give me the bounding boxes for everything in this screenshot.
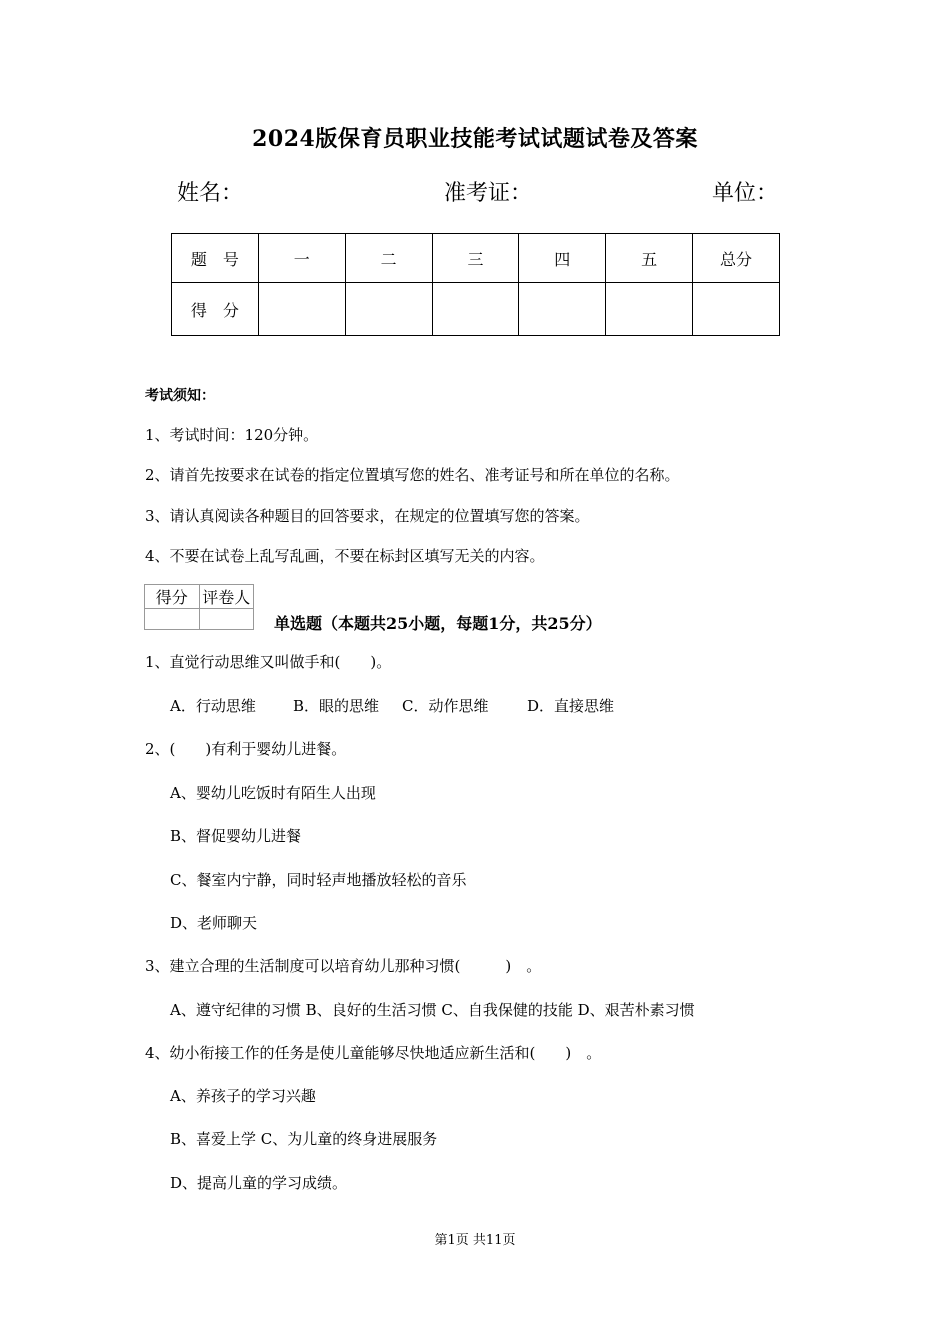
answer-option[interactable]: D、提高儿童的学习成绩。 [170,1174,348,1192]
question-stem: 3、建立合理的生活制度可以培育幼儿那种习惯( ) 。 [145,957,542,975]
score-cell[interactable] [345,283,432,336]
exam-number-label: 准考证： [444,181,533,206]
page-footer: 第1页 共11页 [434,1233,516,1248]
score-table-header-cell: 四 [519,234,606,283]
question-stem: 4、幼小衔接工作的任务是使儿童能够尽快地适应新生活和( ) 。 [145,1044,602,1062]
notice-item: 2、请首先按要求在试卷的指定位置填写您的姓名、准考证号和所在单位的名称。 [145,466,680,484]
grader-score-label: 得分 [145,585,200,609]
notice-item: 1、考试时间：120分钟。 [145,426,319,444]
notice-item: 4、不要在试卷上乱写乱画，不要在标封区填写无关的内容。 [145,547,545,565]
answer-option[interactable]: A、养孩子的学习兴趣 [170,1087,316,1105]
score-cell[interactable] [519,283,606,336]
score-table-header-cell: 题 号 [172,234,259,283]
score-row-label: 得 分 [172,283,259,336]
answer-option[interactable]: C、餐室内宁静，同时轻声地播放轻松的音乐 [170,871,467,889]
question-stem: 1、直觉行动思维又叫做手和( )。 [145,653,392,671]
answer-option[interactable]: B、督促婴幼儿进餐 [170,827,302,845]
answer-option[interactable]: B．眼的思维 [293,697,380,715]
notice-heading: 考试须知： [145,388,215,404]
name-label: 姓名： [177,181,244,206]
unit-label: 单位： [712,181,779,206]
score-table-header-cell: 总分 [693,234,780,283]
grader-name-label: 评卷人 [199,585,254,609]
score-cell[interactable] [693,283,780,336]
grader-name-cell[interactable] [199,609,254,630]
score-table-header-cell: 一 [258,234,345,283]
grader-box [144,584,254,630]
document-title: 2024版保育员职业技能考试试题试卷及答案 [252,126,698,152]
score-table-header-cell: 五 [606,234,693,283]
answer-option[interactable]: D．直接思维 [527,697,615,715]
score-cell[interactable] [258,283,345,336]
score-table-header-cell: 二 [345,234,432,283]
answer-option[interactable]: C．动作思维 [402,697,489,715]
answer-option[interactable]: D、老师聊天 [170,914,258,932]
answer-option[interactable]: A、遵守纪律的习惯 B、良好的生活习惯 C、自我保健的技能 D、艰苦朴素习惯 [170,1001,695,1019]
answer-option[interactable]: A、婴幼儿吃饭时有陌生人出现 [170,784,376,802]
grader-score-cell[interactable] [145,609,200,630]
score-table-header-row [172,234,780,283]
answer-option[interactable]: B、喜爱上学 C、为儿童的终身进展服务 [170,1130,438,1148]
section-title: 单选题（本题共25小题，每题1分，共25分） [274,614,602,633]
score-cell[interactable] [432,283,519,336]
score-table [171,233,780,336]
score-table-header-cell: 三 [432,234,519,283]
notice-item: 3、请认真阅读各种题目的回答要求，在规定的位置填写您的答案。 [145,507,590,525]
question-stem: 2、( )有利于婴幼儿进餐。 [145,740,347,758]
score-cell[interactable] [606,283,693,336]
answer-option[interactable]: A．行动思维 [170,697,256,715]
score-table-score-row [172,283,780,336]
